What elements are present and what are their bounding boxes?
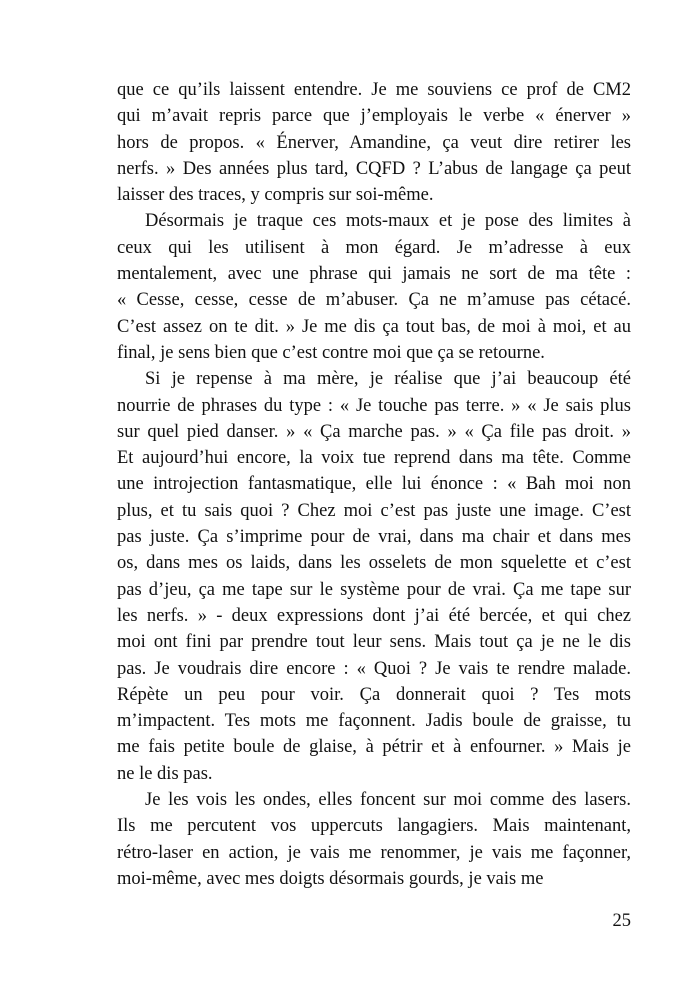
paragraph: [117, 366, 631, 787]
text-line: que ce qu’ils laissent entendre. Je me souviens ce prof de CM2: [117, 80, 631, 100]
paragraph: [117, 77, 631, 208]
text-line: qui m’avait repris parce que j’employais le verbe « énerver »: [117, 106, 631, 127]
text-line: Ils me percutent vos uppercuts langagiers. Mais maintenant,: [117, 816, 631, 837]
text-line: mentalement, avec une phrase qui jamais ne sort de ma tête :: [117, 264, 631, 285]
text-line: ne le dis pas.: [117, 763, 213, 784]
text-line: Répète un peu pour voir. Ça donnerait quoi ? Tes mots: [117, 684, 631, 705]
text-line: pas. Je voudrais dire encore : « Quoi ? Je vais te rendre malade.: [117, 658, 631, 679]
text-line: pas juste. Ça s’imprime pour de vrai, dans ma chair et dans mes: [117, 527, 631, 548]
text-line: pas d’jeu, ça me tape sur le système pour de vrai. Ça me tape sur: [117, 579, 631, 600]
text-line: « Cesse, cesse, cesse de m’abuser. Ça ne m’amuse pas cétacé.: [117, 290, 631, 311]
text-line: Et aujourd’hui encore, la voix tue reprend dans ma tête. Comme: [117, 448, 631, 469]
text-line: m’impactent. Tes mots me façonnent. Jadis boule de graisse, tu: [117, 711, 631, 732]
text-line: nerfs. » Des années plus tard, CQFD ? L’abus de langage ça peut: [117, 158, 631, 179]
paragraph: [117, 787, 631, 892]
text-line: plus, et tu sais quoi ? Chez moi c’est pas juste une image. C’est: [117, 500, 631, 521]
text-block: [117, 77, 631, 892]
text-line: os, dans mes os laids, dans les osselets de mon squelette et c’est: [117, 553, 631, 574]
paragraph: [117, 208, 631, 366]
text-line: hors de propos. « Énerver, Amandine, ça veut dire retirer les: [117, 132, 631, 153]
text-line: une introjection fantasmatique, elle lui énonce : « Bah moi non: [117, 474, 631, 495]
text-line: C’est assez on te dit. » Je me dis ça tout bas, de moi à moi, et au: [117, 316, 631, 337]
page-number: 25: [612, 911, 631, 931]
text-line: me fais petite boule de glaise, à pétrir et à enfourner. » Mais je: [117, 737, 631, 758]
text-line: final, je sens bien que c’est contre moi que ça se retourne.: [117, 342, 545, 363]
text-line: nourrie de phrases du type : « Je touche pas terre. » « Je sais plus: [117, 395, 631, 416]
text-line: Désormais je traque ces mots-maux et je pose des limites à: [145, 211, 631, 232]
text-line: moi-même, avec mes doigts désormais gourds, je vais me: [117, 868, 544, 889]
text-line: sur quel pied danser. » « Ça marche pas. » « Ça file pas droit. »: [117, 421, 631, 442]
text-line: ceux qui les utilisent à mon égard. Je m’adresse à eux: [117, 237, 631, 258]
text-line: les nerfs. » - deux expressions dont j’ai été bercée, et qui chez: [117, 605, 631, 626]
text-line: rétro-laser en action, je vais me renommer, je vais me façonner,: [117, 842, 631, 863]
text-line: Si je repense à ma mère, je réalise que j’ai beaucoup été: [145, 369, 631, 390]
text-line: Je les vois les ondes, elles foncent sur moi comme des lasers.: [145, 790, 631, 811]
text-line: moi ont fini par prendre tout leur sens. Mais tout ça je ne le dis: [117, 632, 631, 653]
text-line: laisser des traces, y compris sur soi-même.: [117, 185, 434, 206]
